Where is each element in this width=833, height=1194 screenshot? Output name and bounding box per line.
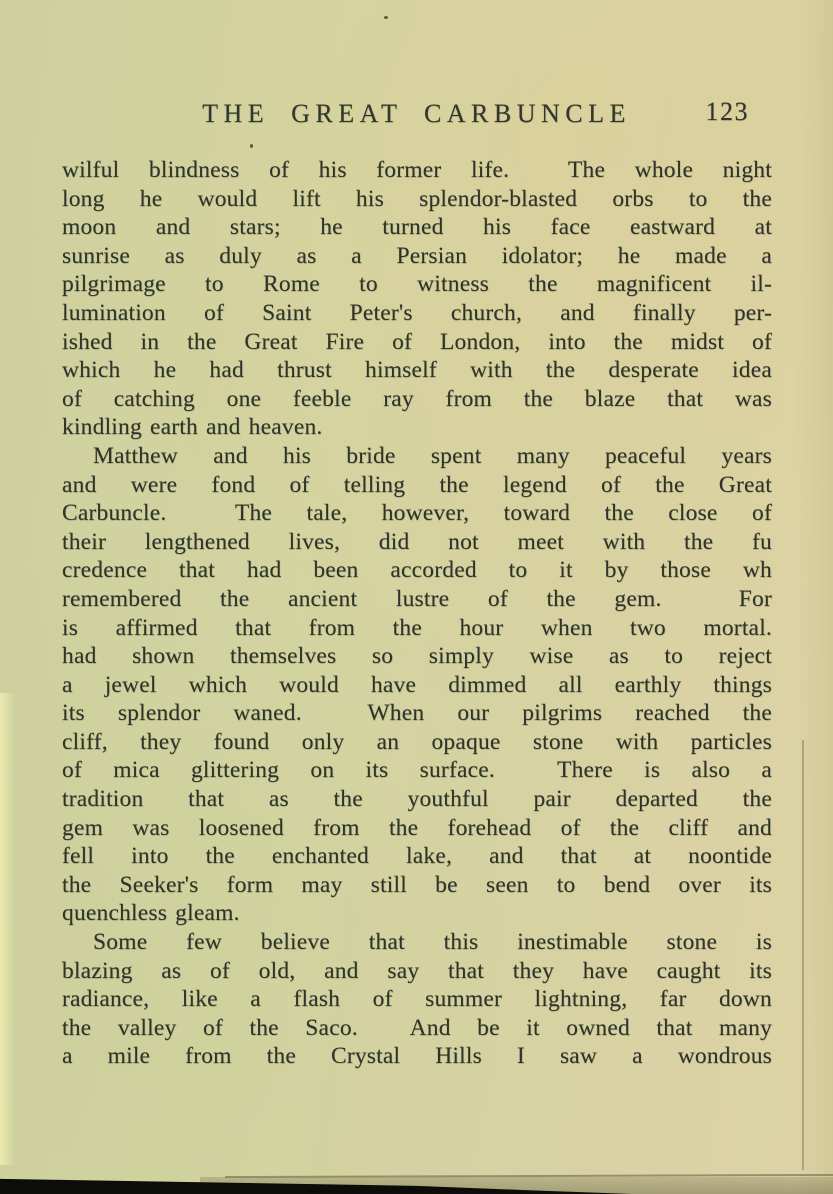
text-line: Some few believe that this inestimable stone is: [93, 929, 772, 956]
text-line: of mica glittering on its surface. There is also a: [62, 757, 772, 784]
text-line: lumination of Saint Peter's church, and finally per-: [62, 299, 772, 326]
text-line: radiance, like a flash of summer lightning, far down: [62, 986, 772, 1013]
page-right-edge-shade: [795, 0, 833, 1194]
text-line: and were fond of telling the legend of the Great: [62, 471, 772, 498]
text-line: remembered the ancient lustre of the gem. For: [62, 585, 772, 612]
text-line: their lengthened lives, did not meet with the fu: [62, 528, 772, 555]
text-line: Carbuncle. The tale, however, toward the close of: [62, 500, 772, 527]
text-line: a mile from the Crystal Hills I saw a wondrous: [62, 1043, 772, 1070]
page-bottom-edge: [0, 1166, 833, 1194]
text-line: pilgrimage to Rome to witness the magnificent il-: [62, 271, 772, 298]
page-right-edge-line: [802, 740, 804, 1170]
text-line: quenchless gleam.: [62, 900, 240, 927]
text-line: the Seeker's form may still be seen to bend over its: [62, 871, 772, 898]
text-line: moon and stars; he turned his face eastward at: [62, 214, 772, 241]
dust-speck: [250, 144, 253, 148]
running-title: THE GREAT CARBUNCLE: [202, 99, 631, 128]
text-line: a jewel which would have dimmed all earthly things: [62, 671, 772, 698]
page-header: [0, 99, 833, 137]
text-line: the valley of the Saco. And be it owned that many: [62, 1014, 772, 1041]
text-line: ished in the Great Fire of London, into the midst of: [62, 328, 772, 355]
text-line: sunrise as duly as a Persian idolator; he made a: [62, 242, 772, 269]
page-left-edge-highlight: [0, 693, 15, 1166]
text-line: wilful blindness of his former life. The whole night: [62, 157, 772, 183]
text-line: blazing as of old, and say that they have caught its: [62, 957, 772, 984]
text-line: Matthew and his bride spent many peaceful years: [93, 442, 772, 469]
page-number: 123: [705, 97, 749, 126]
text-line: which he had thrust himself with the desperate idea: [62, 357, 772, 384]
text-line: its splendor waned. When our pilgrims reached the: [62, 700, 772, 727]
text-line: is affirmed that from the hour when two mortal.: [62, 614, 772, 641]
text-line: of catching one feeble ray from the blaze that was: [62, 385, 772, 412]
text-line: credence that had been accorded to it by those wh: [62, 557, 772, 584]
text-line: gem was loosened from the forehead of the cliff and: [62, 814, 772, 841]
text-line: kindling earth and heaven.: [62, 414, 323, 441]
text-line: tradition that as the youthful pair departed the: [62, 786, 772, 813]
text-line: fell into the enchanted lake, and that at noontide: [62, 843, 772, 870]
dust-speck: [384, 16, 388, 19]
text-line: cliff, they found only an opaque stone with particles: [62, 728, 772, 755]
text-line: long he would lift his splendor-blasted orbs to the: [62, 185, 772, 212]
body-text-block: [62, 156, 772, 1071]
text-line: had shown themselves so simply wise as to reject: [62, 643, 772, 670]
